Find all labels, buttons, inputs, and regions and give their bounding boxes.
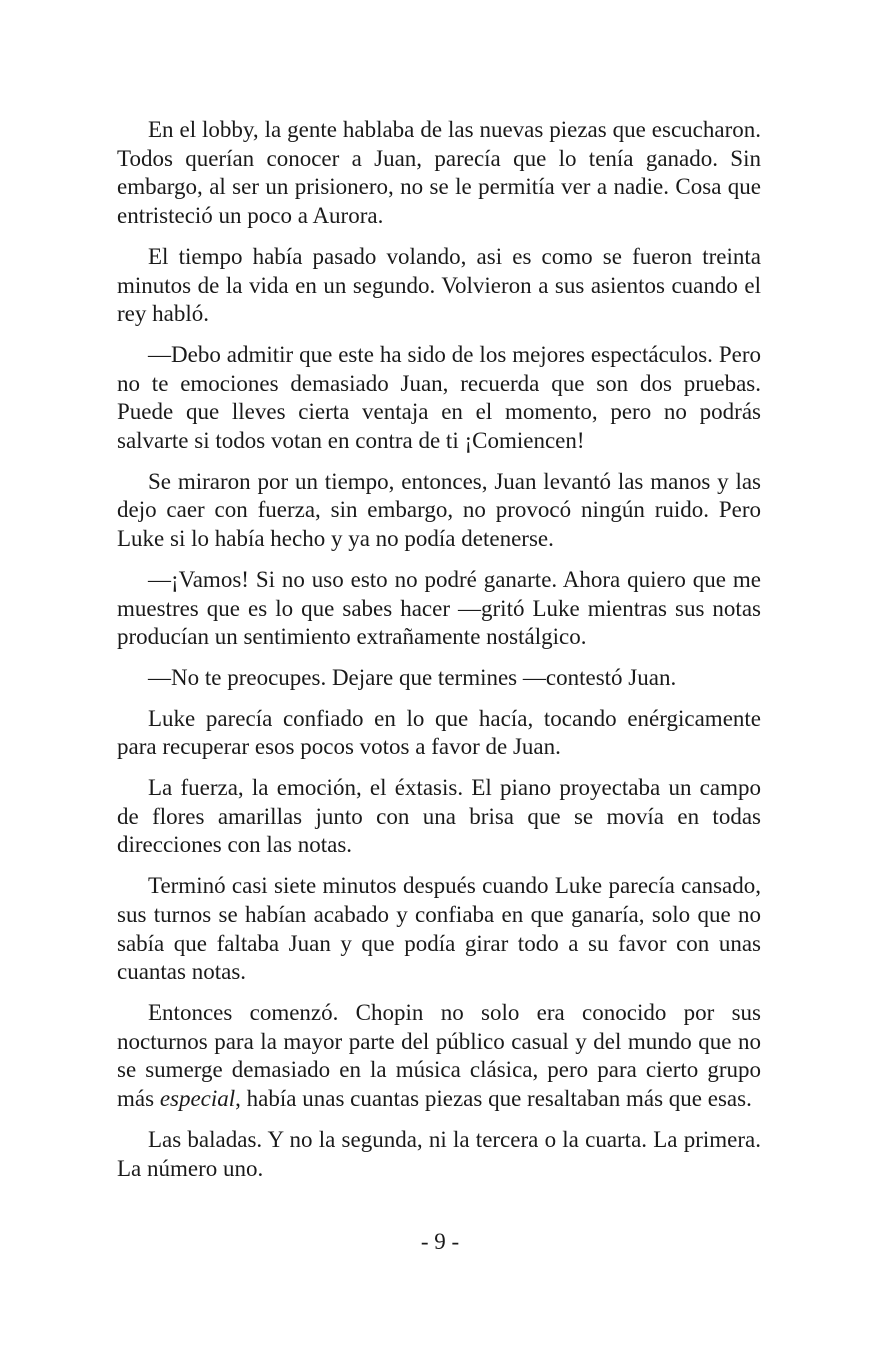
paragraph-10-text-after: , había unas cuantas piezas que resaltaban más que esas. — [235, 1086, 752, 1112]
paragraph-9: Terminó casi siete minutos después cuando Luke parecía cansado, sus turnos se habían acabado y confiaba en que ganaría, solo que no sabía que faltaba Juan y que podía girar todo a su favor con unas cuantas notas. — [117, 873, 761, 985]
paragraph-5: —¡Vamos! Si no uso esto no podré ganarte. Ahora quiero que me muestres que es lo que sabes hacer —gritó Luke mientras sus notas producían un sentimiento extrañamente nostálgico. — [117, 566, 761, 650]
paragraph-10-italic-word: especial — [159, 1086, 236, 1112]
page-body — [117, 116, 761, 1195]
paragraph-10-text-before: Entonces comenzó. Chopin no solo era conocido por sus nocturnos para la mayor parte del público casual y del mundo que no se sumerge demasiado en la música clásica, pero para cierto grupo más — [117, 999, 761, 1112]
paragraph-1: En el lobby, la gente hablaba de las nuevas piezas que escucharon. Todos querían conocer a Juan, parecía que lo tenía ganado. Sin embargo, al ser un prisionero, no se le permitía ver a nadie. Cosa que entristeció un poco a Aurora. — [117, 117, 761, 229]
paragraph-11: Las baladas. Y no la segunda, ni la tercera o la cuarta. La primera. La número uno. — [117, 1126, 761, 1181]
page-number: - 9 - — [420, 1229, 460, 1254]
paragraph-8: La fuerza, la emoción, el éxtasis. El piano proyectaba un campo de flores amarillas junto con una brisa que se movía en todas direcciones con las notas. — [117, 775, 761, 858]
paragraph-2: El tiempo había pasado volando, asi es como se fueron treinta minutos de la vida en un segundo. Volvieron a sus asientos cuando el rey habló. — [117, 243, 761, 327]
paragraph-3: —Debo admitir que este ha sido de los mejores espectáculos. Pero no te emociones demasiado Juan, recuerda que son dos pruebas. Puede que lleves cierta ventaja en el momento, pero no podrás salvarte si todos votan en contra de ti ¡Comiencen! — [117, 341, 761, 454]
paragraph-6: —No te preocupes. Dejare que termines —contestó Juan. — [148, 664, 677, 690]
paragraph-7: Luke parecía confiado en lo que hacía, tocando enérgicamente para recuperar esos pocos votos a favor de Juan. — [117, 705, 761, 760]
paragraph-10 — [117, 999, 761, 1114]
paragraph-4: Se miraron por un tiempo, entonces, Juan levantó las manos y las dejo caer con fuerza, sin embargo, no provocó ningún ruido. Pero Luke si lo había hecho y ya no podía detenerse. — [117, 468, 761, 552]
